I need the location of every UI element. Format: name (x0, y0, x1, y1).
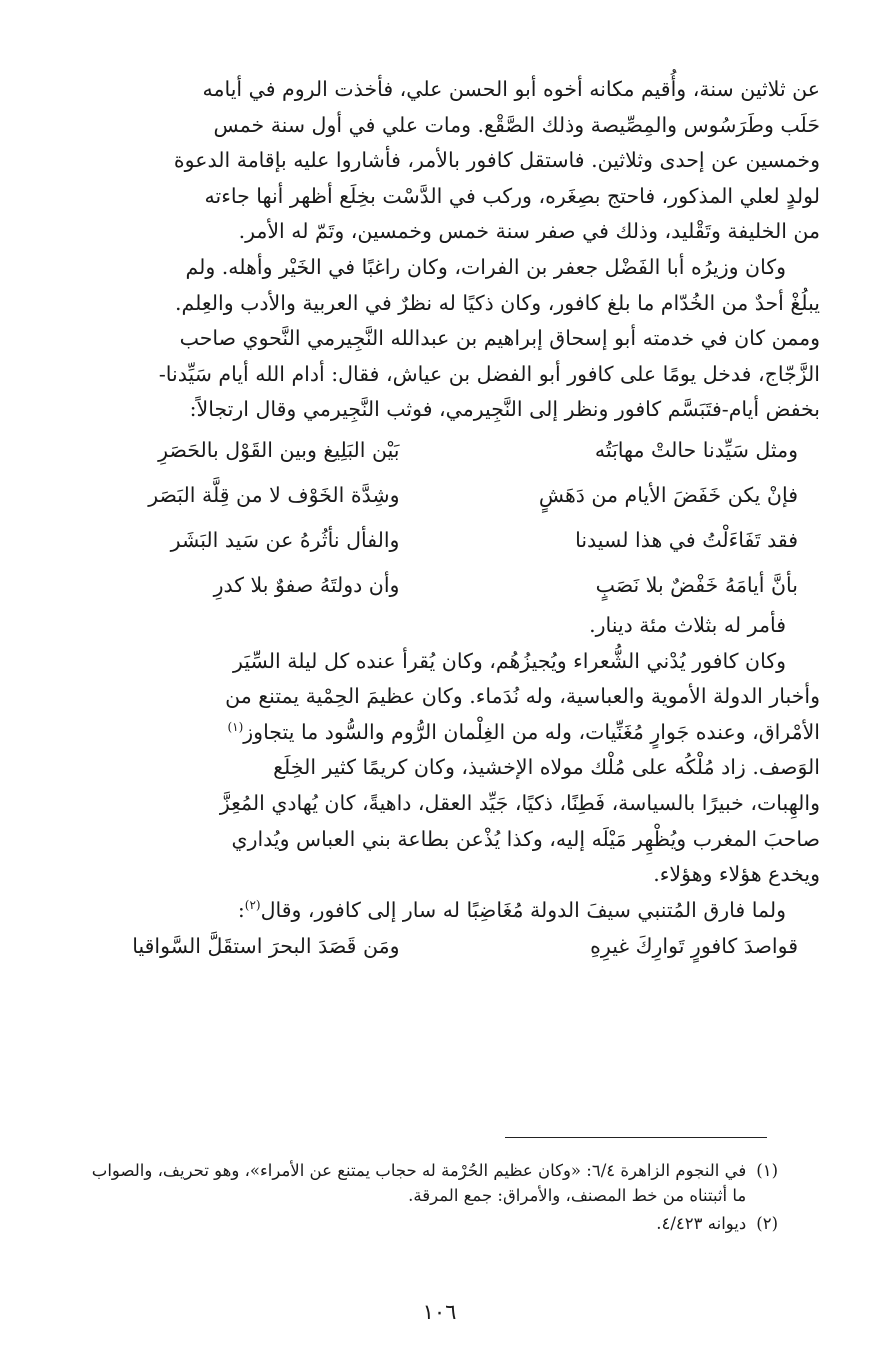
text-line: وخمسين عن إحدى وثلاثين. فاستقل كافور بالأمر، فأشاروا عليه بإقامة الدعوة (173, 148, 820, 173)
text-line-start: ولما فارق المُتنبي سيفَ الدولة مُغَاضِبًا له سار إلى كافور، وقال (260, 897, 786, 922)
text-line-start: الأمْراق، وعنده جَوارٍ مُغَنِّيات، وله من الغِلْمان الرُّوم والسُّود ما يتجاوز (243, 719, 820, 744)
footnote-number: (١) (756, 1161, 778, 1180)
after-poem-line (60, 608, 820, 644)
paragraph-2 (60, 250, 820, 286)
verse-first-hemistich: فإنْ يكن خَفَضَ الأيام من دَهَشٍ (538, 482, 798, 507)
poem-verse (60, 428, 820, 473)
text-line: عن ثلاثين سنة، وأُقيم مكانه أخوه أبو الحسن علي، فأخذت الروم في أيامه (202, 77, 820, 101)
verse-first-hemistich: فقد تَفَاءَلْتُ في هذا لسيدنا (575, 527, 798, 552)
verse-second-hemistich: ومَن قَصَدَ البحرَ استقَلَّ السَّواقيا (132, 934, 400, 959)
text-line: يبلُغْ أحدٌ من الخُدّام ما بلغ كافور، وكان ذكيًا له نظرٌ في العربية والأدب والعِلم. (174, 290, 820, 315)
colon: : (237, 897, 245, 922)
paragraph-1 (60, 72, 820, 250)
text-line: فأمر له بثلاث مئة دينار. (589, 612, 786, 637)
text-line: والهِبات، خبيرًا بالسياسة، فَطِنًا، ذكيًا، جَيِّد العقل، داهيةً، كان يُهادي المُعِزَّ (219, 790, 820, 815)
verse-second-hemistich: بَيْن البَلِيغ وبين القَوْل بالحَصَرِ (158, 437, 400, 462)
poem-verse (60, 563, 820, 608)
text-line: الزَّجّاج، فدخل يومًا على كافور أبو الفضل بن عياش، فقال: أدام الله أيام سَيِّدنا- (158, 361, 820, 386)
page-number: ١٠٦ (422, 1300, 457, 1324)
verse-first-hemistich: قواصدَ كافورٍ تَوارِكَ غيرِهِ (590, 934, 798, 959)
footnote-number: (٢) (756, 1214, 778, 1233)
footnote-separator (505, 1137, 767, 1138)
paragraph-3 (60, 321, 820, 428)
footnote-2 (78, 1211, 778, 1236)
verse-first-hemistich: بأنَّ أيامَهُ خَفْضٌ بلا نَصَبٍ (595, 572, 798, 597)
text-line (60, 893, 786, 929)
text-line: بخفض أيام-فتَبَسَّم كافور ونظر إلى النَّجِيرمي، فوثب النَّجِيرمي وقال ارتجالاً: (189, 397, 820, 422)
verse-second-hemistich: وأن دولتَهُ صفوٌ بلا كدرِ (213, 572, 400, 597)
text-line: ويخدع هؤلاء وهؤلاء. (653, 862, 820, 887)
footnote-text: ديوانه ٤/٤٢٣. (656, 1214, 747, 1233)
verse-second-hemistich: والفأل نأثُرهُ عن سَيد البَشَر (170, 527, 400, 552)
page-body (60, 72, 820, 964)
poem-verse (60, 518, 820, 563)
text-line: من الخليفة وتَقْليد، وذلك في صفر سنة خمس وخمسين، وتَمّ له الأمر. (238, 219, 820, 244)
text-line: وأخبار الدولة الأموية والعباسية، وله نُدَماء. وكان عظيمَ الحِمْية يمتنع من (225, 684, 820, 709)
text-line: وممن كان في خدمته أبو إسحاق إبراهيم بن عبدالله النَّجِيرمي النَّحوي صاحب (179, 326, 820, 351)
text-line: الوَصف. زاد مُلْكُه على مُلْك مولاه الإخشيذ، وكان كريمًا كثير الخِلَع (273, 755, 820, 780)
paragraph-5 (60, 893, 820, 929)
footnote-text: في النجوم الزاهرة ٦/٤: «وكان عظيم الحُرْمة له حجاب يمتنع عن الأمراء»، وهو تحريف، والصواب ما أثبتناه من خط المصنف، والأمراق: جمع المرقة. (91, 1161, 747, 1205)
footnote-ref-1[interactable]: (١) (227, 719, 244, 734)
footnotes (78, 1158, 778, 1239)
text-line: لولدٍ لعلي المذكور، فاحتج بصِغَره، وركب في الدَّسْت بخِلَع أظهر أنها جاءته (204, 183, 820, 208)
paragraph-4 (60, 644, 820, 893)
poem-najirami (60, 428, 820, 608)
poem-verse (60, 928, 820, 964)
verse-first-hemistich: ومثل سَيِّدنا حالتْ مهابَتُه (594, 437, 798, 462)
text-line (60, 715, 820, 751)
text-line: حَلَب وطَرَسُوس والمِصِّيصة وذلك الصَّقْع. ومات علي في أول سنة خمس (213, 112, 820, 137)
text-line: وكان كافور يُدْني الشُّعراء ويُجيزُهُم، وكان يُقرأ عنده كل ليلة السِّيَر (232, 648, 786, 673)
poem-verse (60, 473, 820, 518)
text-line: وكان وزيرُه أبا الفَضْل جعفر بن الفرات، وكان راغبًا في الخَيْر وأهله. ولم (185, 254, 786, 279)
paragraph-2-cont (60, 286, 820, 322)
footnote-1 (78, 1158, 778, 1208)
verse-second-hemistich: وشِدَّة الخَوْف لا من قِلَّة البَصَر (148, 482, 400, 507)
footnote-ref-2[interactable]: (٢) (244, 897, 261, 912)
text-line: صاحبَ المغرب ويُظْهِر مَيْلَه إليه، وكذا يُذْعن بطاعة بني العباس ويُداري (231, 826, 820, 851)
poem-mutanabbi (60, 928, 820, 964)
